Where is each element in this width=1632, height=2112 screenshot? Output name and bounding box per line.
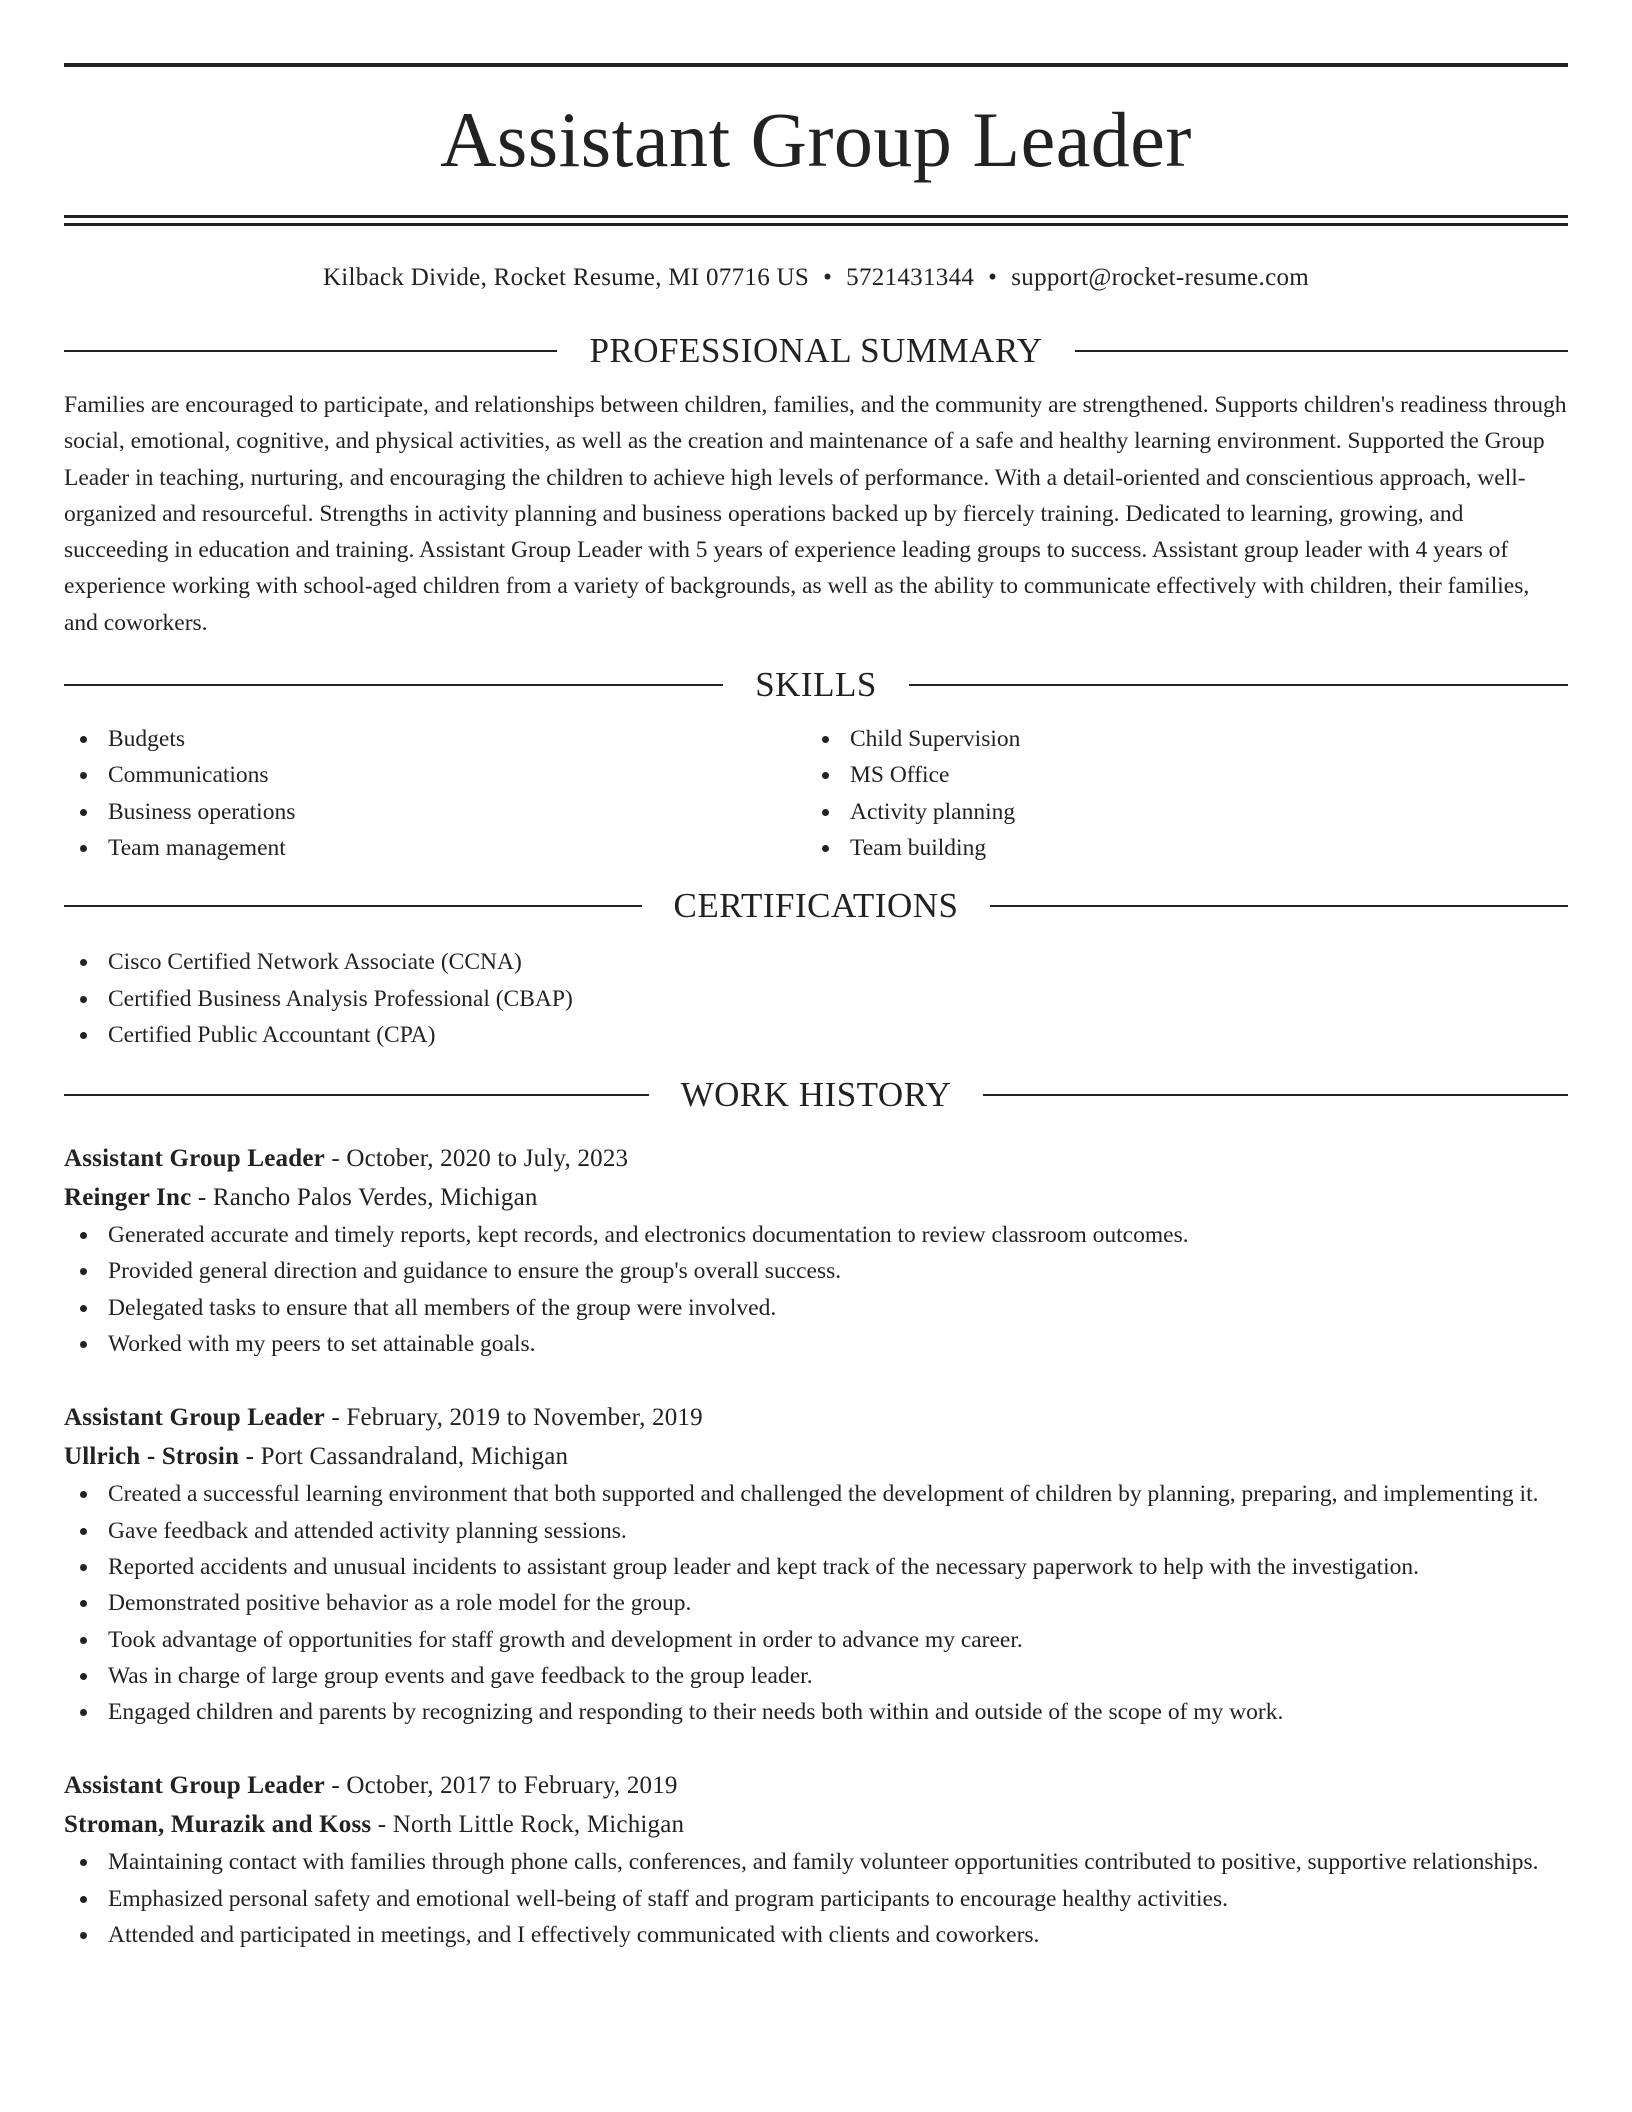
job-entry xyxy=(64,1766,1568,1953)
title-double-rule xyxy=(64,215,1568,226)
job-company-line xyxy=(64,1437,1568,1476)
skills-column-right xyxy=(806,721,1548,866)
contact-separator: • xyxy=(823,264,833,291)
job-company: Ullrich - Strosin xyxy=(64,1443,240,1471)
divider xyxy=(909,684,1568,686)
job-bullet: Maintaining contact with families through phone calls, conferences, and family volunteer opportunities contributed to positive, supportive relationships. xyxy=(64,1844,1568,1880)
section-header-work-history xyxy=(64,1073,1568,1117)
job-title-line xyxy=(64,1766,1568,1805)
skills-column-left xyxy=(64,721,806,866)
top-rule xyxy=(64,63,1568,67)
job-dates: - February, 2019 to November, 2019 xyxy=(324,1404,703,1432)
skill-item: Budgets xyxy=(64,721,806,757)
job-bullet: Emphasized personal safety and emotional well-being of staff and program participants to encourage healthy activities. xyxy=(64,1881,1568,1917)
job-title-line xyxy=(64,1139,1568,1178)
job-dates: - October, 2020 to July, 2023 xyxy=(324,1145,629,1173)
job-location: - Port Cassandraland, Michigan xyxy=(239,1443,569,1471)
job-title-line xyxy=(64,1398,1568,1437)
certification-item: Cisco Certified Network Associate (CCNA) xyxy=(64,944,1568,980)
resume-page xyxy=(64,0,1568,1953)
skill-item: Business operations xyxy=(64,794,806,830)
divider xyxy=(64,905,642,907)
job-bullet: Created a successful learning environment that both supported and challenged the development of children by planning, preparing, and implementing it. xyxy=(64,1476,1568,1512)
divider xyxy=(1075,350,1568,352)
divider xyxy=(983,1094,1568,1096)
section-title: PROFESSIONAL SUMMARY xyxy=(589,331,1043,370)
job-bullet: Was in charge of large group events and gave feedback to the group leader. xyxy=(64,1658,1568,1694)
divider xyxy=(64,350,557,352)
section-header-certifications xyxy=(64,884,1568,928)
skills-list xyxy=(64,721,1568,866)
summary-text: Families are encouraged to participate, and relationships between children, families, and the community are strengthened. Supports children's readiness through social, emotional, cognitive, and physical activities, as well as the creation and maintenance of a safe and healthy learning environment. Supported the Group Leader in teaching, nurturing, and encouraging the children to achieve high levels of performance. With a detail-oriented and conscientious approach, well-organized and resourceful. Strengths in activity planning and business operations backed up by fiercely training. Dedicated to learning, growing, and succeeding in education and training. Assistant Group Leader with 5 years of experience leading groups to success. Assistant group leader with 4 years of experience working with school-aged children from a variety of backgrounds, as well as the ability to communicate effectively with children, their families, and coworkers. xyxy=(64,392,1567,636)
section-title: WORK HISTORY xyxy=(680,1075,952,1115)
job-dates: - October, 2017 to February, 2019 xyxy=(324,1772,678,1800)
job-bullets xyxy=(64,1476,1568,1730)
contact-email[interactable]: support@rocket-resume.com xyxy=(1011,264,1310,291)
contact-phone: 5721431344 xyxy=(846,264,975,291)
certifications-list xyxy=(64,944,1568,1053)
job-location: - Rancho Palos Verdes, Michigan xyxy=(191,1184,538,1212)
skill-item: Child Supervision xyxy=(806,721,1548,757)
divider xyxy=(990,905,1568,907)
job-bullet: Worked with my peers to set attainable goals. xyxy=(64,1326,1568,1362)
skill-item: MS Office xyxy=(806,757,1548,793)
job-bullet: Attended and participated in meetings, and I effectively communicated with clients and coworkers. xyxy=(64,1917,1568,1953)
page-title: Assistant Group Leader xyxy=(440,96,1192,183)
job-entry xyxy=(64,1398,1568,1730)
skill-item: Communications xyxy=(64,757,806,793)
contact-separator: • xyxy=(988,264,998,291)
divider xyxy=(64,684,723,686)
contact-address: Kilback Divide, Rocket Resume, MI 07716 US xyxy=(322,264,810,291)
job-bullet: Engaged children and parents by recognizing and responding to their needs both within and outside of the scope of my work. xyxy=(64,1694,1568,1730)
divider xyxy=(64,1094,649,1096)
job-bullet: Reported accidents and unusual incidents to assistant group leader and kept track of the necessary paperwork to help with the investigation. xyxy=(64,1549,1568,1585)
job-bullet: Generated accurate and timely reports, kept records, and electronics documentation to review classroom outcomes. xyxy=(64,1217,1568,1253)
job-bullets xyxy=(64,1844,1568,1953)
job-bullet: Took advantage of opportunities for staff growth and development in order to advance my career. xyxy=(64,1622,1568,1658)
job-bullets xyxy=(64,1217,1568,1362)
section-title: CERTIFICATIONS xyxy=(673,886,959,926)
job-entry xyxy=(64,1139,1568,1362)
job-bullet: Delegated tasks to ensure that all members of the group were involved. xyxy=(64,1290,1568,1326)
job-bullet: Gave feedback and attended activity planning sessions. xyxy=(64,1513,1568,1549)
certification-item: Certified Public Accountant (CPA) xyxy=(64,1017,1568,1053)
job-bullet: Demonstrated positive behavior as a role model for the group. xyxy=(64,1585,1568,1621)
skill-item: Team building xyxy=(806,830,1548,866)
section-title: SKILLS xyxy=(755,665,877,705)
section-header-skills xyxy=(64,663,1568,707)
job-company: Stroman, Murazik and Koss xyxy=(64,1811,372,1839)
job-company-line xyxy=(64,1805,1568,1844)
job-title: Assistant Group Leader xyxy=(64,1404,325,1432)
section-header-summary xyxy=(64,329,1568,373)
certification-item: Certified Business Analysis Professional (CBAP) xyxy=(64,981,1568,1017)
job-company-line xyxy=(64,1178,1568,1217)
skill-item: Team management xyxy=(64,830,806,866)
job-location: - North Little Rock, Michigan xyxy=(371,1811,685,1839)
job-title: Assistant Group Leader xyxy=(64,1145,325,1173)
job-title: Assistant Group Leader xyxy=(64,1772,325,1800)
contact-line xyxy=(64,262,1568,294)
job-company: Reinger Inc xyxy=(64,1184,192,1212)
job-bullet: Provided general direction and guidance to ensure the group's overall success. xyxy=(64,1253,1568,1289)
skill-item: Activity planning xyxy=(806,794,1548,830)
